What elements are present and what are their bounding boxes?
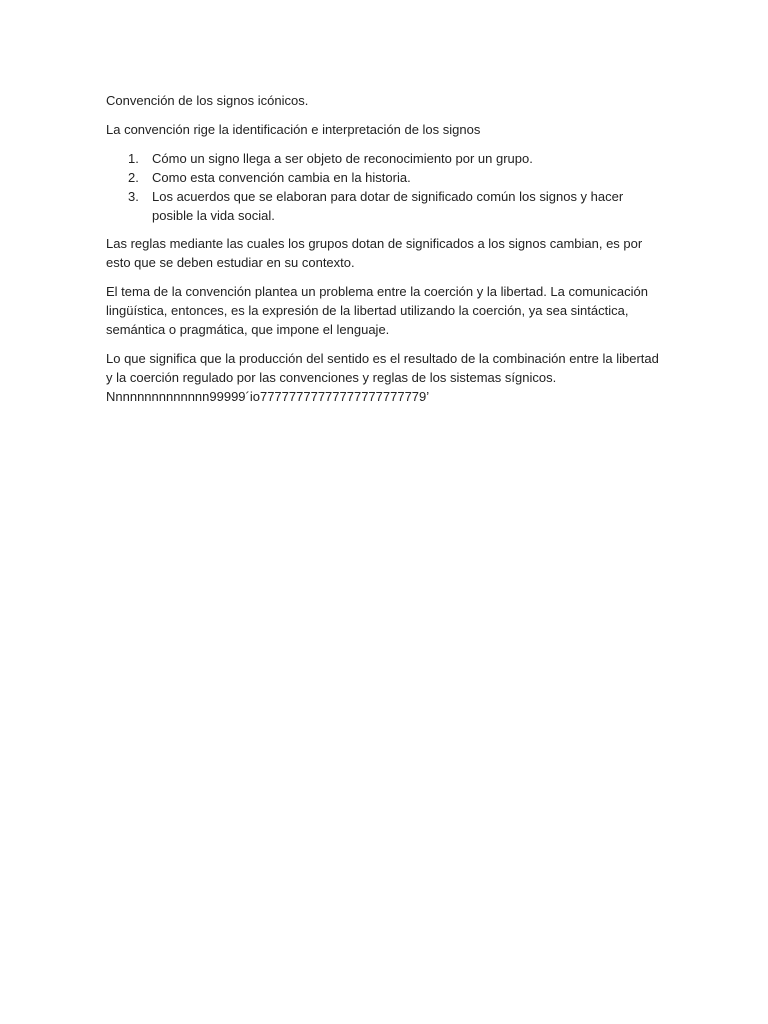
list-item: [106, 168, 662, 187]
trailing-text: Nnnnnnnnnnnnnn99999´io77777777777777777777779’: [106, 389, 430, 404]
list-item: [106, 149, 662, 168]
numbered-list: [106, 149, 662, 225]
list-item-text: Los acuerdos que se elaboran para dotar de significado común los signos y hacer posible la vida social.: [152, 189, 624, 223]
document-title: Convención de los signos icónicos.: [106, 93, 309, 108]
list-item-text: Como esta convención cambia en la historia.: [152, 170, 411, 185]
list-item-number: 2.: [128, 170, 139, 185]
intro-paragraph: La convención rige la identificación e interpretación de los signos: [106, 122, 481, 137]
list-item-number: 3.: [128, 189, 139, 204]
list-item: [106, 187, 662, 225]
list-item-text: Cómo un signo llega a ser objeto de reconocimiento por un grupo.: [152, 151, 533, 166]
list-item-number: 1.: [128, 151, 139, 166]
paragraph-meaning: Lo que significa que la producción del sentido es el resultado de la combinación entre la libertad y la coerción regulado por las convenciones y reglas de los sistemas sígnicos.: [106, 351, 659, 385]
document-body: [106, 91, 662, 416]
paragraph-rules: Las reglas mediante las cuales los grupos dotan de significados a los signos cambian, es por esto que se deben estudiar en su contexto.: [106, 236, 643, 270]
paragraph-coercion: El tema de la convención plantea un problema entre la coerción y la libertad. La comunicación lingüística, entonces, es la expresión de la libertad utilizando la coerción, ya sea sintáctica, semántica o pragmática, que impone el lenguaje.: [106, 284, 648, 337]
